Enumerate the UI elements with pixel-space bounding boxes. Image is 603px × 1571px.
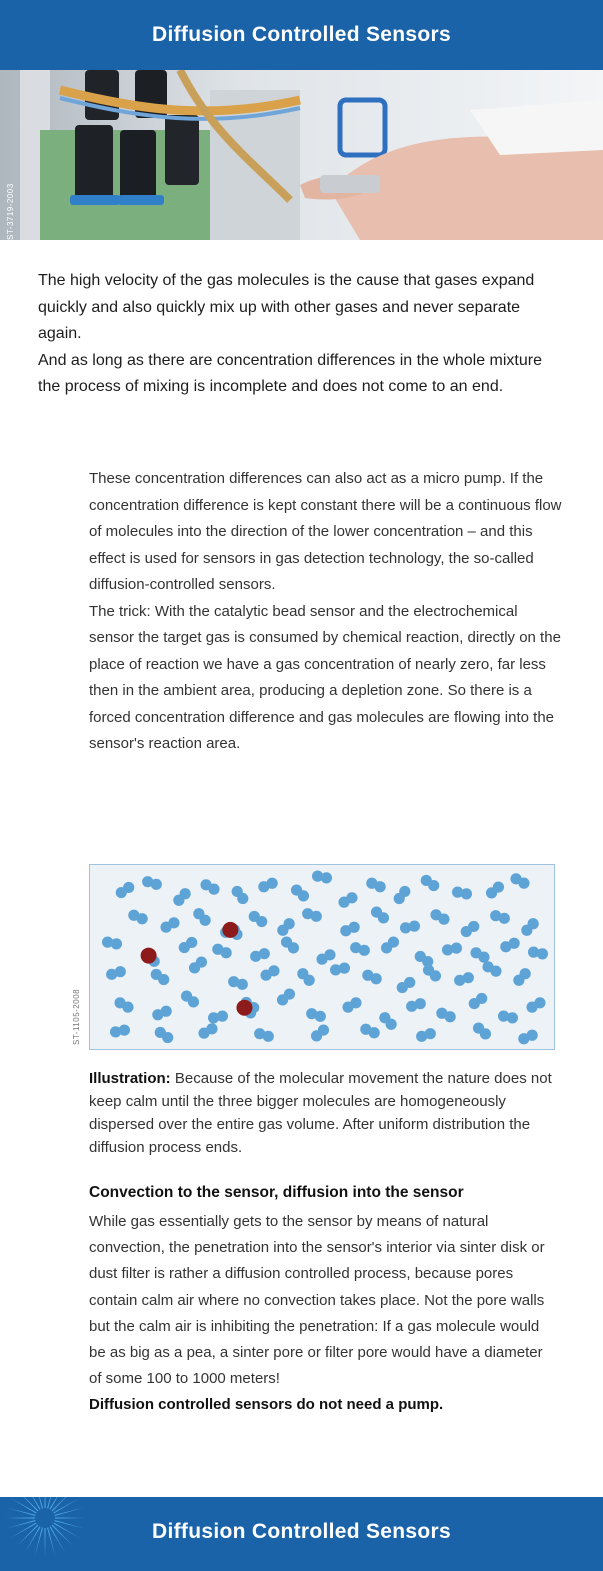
small-molecule-atom [428,880,439,891]
small-molecule-atom [122,1002,133,1013]
figure-code: ST-1105-2008 [72,988,81,1045]
small-molecule-atom [451,943,462,954]
small-molecule-atom [430,970,441,981]
lab-equipment-illustration [0,70,603,240]
small-molecule-atom [537,948,548,959]
small-molecule-atom [188,996,199,1007]
small-molecule-atom [468,921,479,932]
small-molecule-atom [369,1027,380,1038]
small-molecule-atom [445,1011,456,1022]
small-molecule-atom [528,918,539,929]
small-molecule-atom [137,913,148,924]
small-molecule-atom [359,945,370,956]
small-molecule-atom [476,993,487,1004]
intro-paragraph-2: And as long as there are concentration differences in the whole mixture the process of mixing is incomplete and does not come to an end. [38,351,542,395]
section-closing: Diffusion controlled sensors do not need a pump. [89,1396,444,1414]
small-molecule-atom [321,872,332,883]
small-molecule-atom [349,922,360,933]
small-molecule-atom [490,966,501,977]
small-molecule-atom [237,893,248,904]
small-molecule-atom [161,1006,172,1017]
small-molecule-atom [478,952,489,963]
caption-text: Because of the molecular movement the nature does not keep calm until the three bigger molecules are homogeneously dispersed over the entire gas volume. After uniform distribution the diffusion process ends. [89,1070,552,1156]
small-molecule-atom [206,1023,217,1034]
photo-code: ST-3719-2003 [6,183,15,240]
small-molecule-atom [318,1025,329,1036]
small-molecule-atom [298,890,309,901]
small-molecule-atom [415,998,426,1009]
big-molecule-atom [222,922,238,938]
small-molecule-atom [237,979,248,990]
small-molecule-atom [158,974,169,985]
body-paragraph-1: These concentration differences can also act as a micro pump. If the concentration difference is kept constant there will be a continuous flow of molecules into the direction of the lower concentration – and this effect is used for sensors in gas detection technology, the so-called diffusion-controlled sensors. [89,470,562,593]
small-molecule-atom [425,1028,436,1039]
small-molecule-atom [463,972,474,983]
small-molecule-atom [527,1030,538,1041]
small-molecule-atom [493,882,504,893]
section-paragraph: While gas essentially gets to the sensor by means of natural convection, the penetration into the sensor's interior via sinter disk or dust filter is rather a diffusion controlled process, because pores contain calm air where no convection takes place. Not the pore walls but the calm air is inhibiting the penetration: If a gas molecule would be as big as a pea, a sinter pore or filter pore would have a diameter of some 100 to 1000 meters! [89,1213,545,1388]
body-text [89,466,564,758]
small-molecule-atom [339,963,350,974]
small-molecule-atom [409,921,420,932]
small-molecule-atom [386,1019,397,1030]
small-molecule-atom [162,1032,173,1043]
small-molecule-atom [284,918,295,929]
small-molecule-atom [304,975,315,986]
small-molecule-atom [186,937,197,948]
figure-caption [89,1067,559,1159]
small-molecule-atom [288,942,299,953]
molecule-illustration [89,864,555,1050]
small-molecule-atom [315,1011,326,1022]
small-molecule-atom [399,886,410,897]
small-molecule-atom [371,973,382,984]
small-molecule-atom [151,879,162,890]
small-molecule-atom [284,989,295,1000]
small-molecule-atom [509,938,520,949]
small-molecule-atom [268,965,279,976]
small-molecule-atom [507,1012,518,1023]
intro-paragraph-1: The high velocity of the gas molecules is the cause that gases expand quickly and also quickly mix up with other gases and never separate again. [38,272,535,342]
small-molecule-atom [221,947,232,958]
small-molecule-atom [115,966,126,977]
small-molecule-atom [208,884,219,895]
small-molecule-atom [168,917,179,928]
small-molecule-atom [111,938,122,949]
small-molecule-atom [378,912,389,923]
page-title: Diffusion Controlled Sensors [152,23,451,46]
small-molecule-atom [480,1028,491,1039]
molecule-field [90,865,554,1049]
section-heading: Convection to the sensor, diffusion into the sensor [89,1184,464,1201]
small-molecule-atom [324,949,335,960]
small-molecule-atom [499,913,510,924]
small-molecule-atom [404,977,415,988]
small-molecule-atom [438,914,449,925]
page-footer [0,1497,603,1571]
small-molecule-atom [267,878,278,889]
small-molecule-atom [200,915,211,926]
body-paragraph-2: The trick: With the catalytic bead sensor and the electrochemical sensor the target gas is consumed by chemical reaction, directly on the place of reaction we have a gas concentration of nearly zero, far less then in the ambient area, producing a depletion zone. So there is a forced concentration difference and gas molecules are flowing into the sensor's reaction area. [89,602,561,752]
intro-text [38,268,558,401]
small-molecule-atom [461,888,472,899]
small-molecule-atom [119,1025,130,1036]
small-molecule-atom [196,957,207,968]
small-molecule-atom [256,916,267,927]
small-molecule-atom [123,882,134,893]
small-molecule-atom [263,1031,274,1042]
small-molecule-atom [375,881,386,892]
caption-label: Illustration: [89,1070,171,1087]
big-molecule-atom [236,1000,252,1016]
small-molecule-atom [217,1011,228,1022]
section-text [89,1209,559,1419]
small-molecule-atom [311,911,322,922]
small-molecule-atom [520,968,531,979]
small-molecule-atom [350,997,361,1008]
big-molecule-atom [141,948,157,964]
small-molecule-atom [518,878,529,889]
small-molecule-atom [534,997,545,1008]
small-molecule-atom [180,888,191,899]
small-molecule-atom [346,892,357,903]
page-header [0,0,603,70]
header-photo [0,70,603,240]
small-molecule-atom [259,948,270,959]
small-molecule-atom [388,937,399,948]
footer-title: Diffusion Controlled Sensors [152,1520,451,1543]
